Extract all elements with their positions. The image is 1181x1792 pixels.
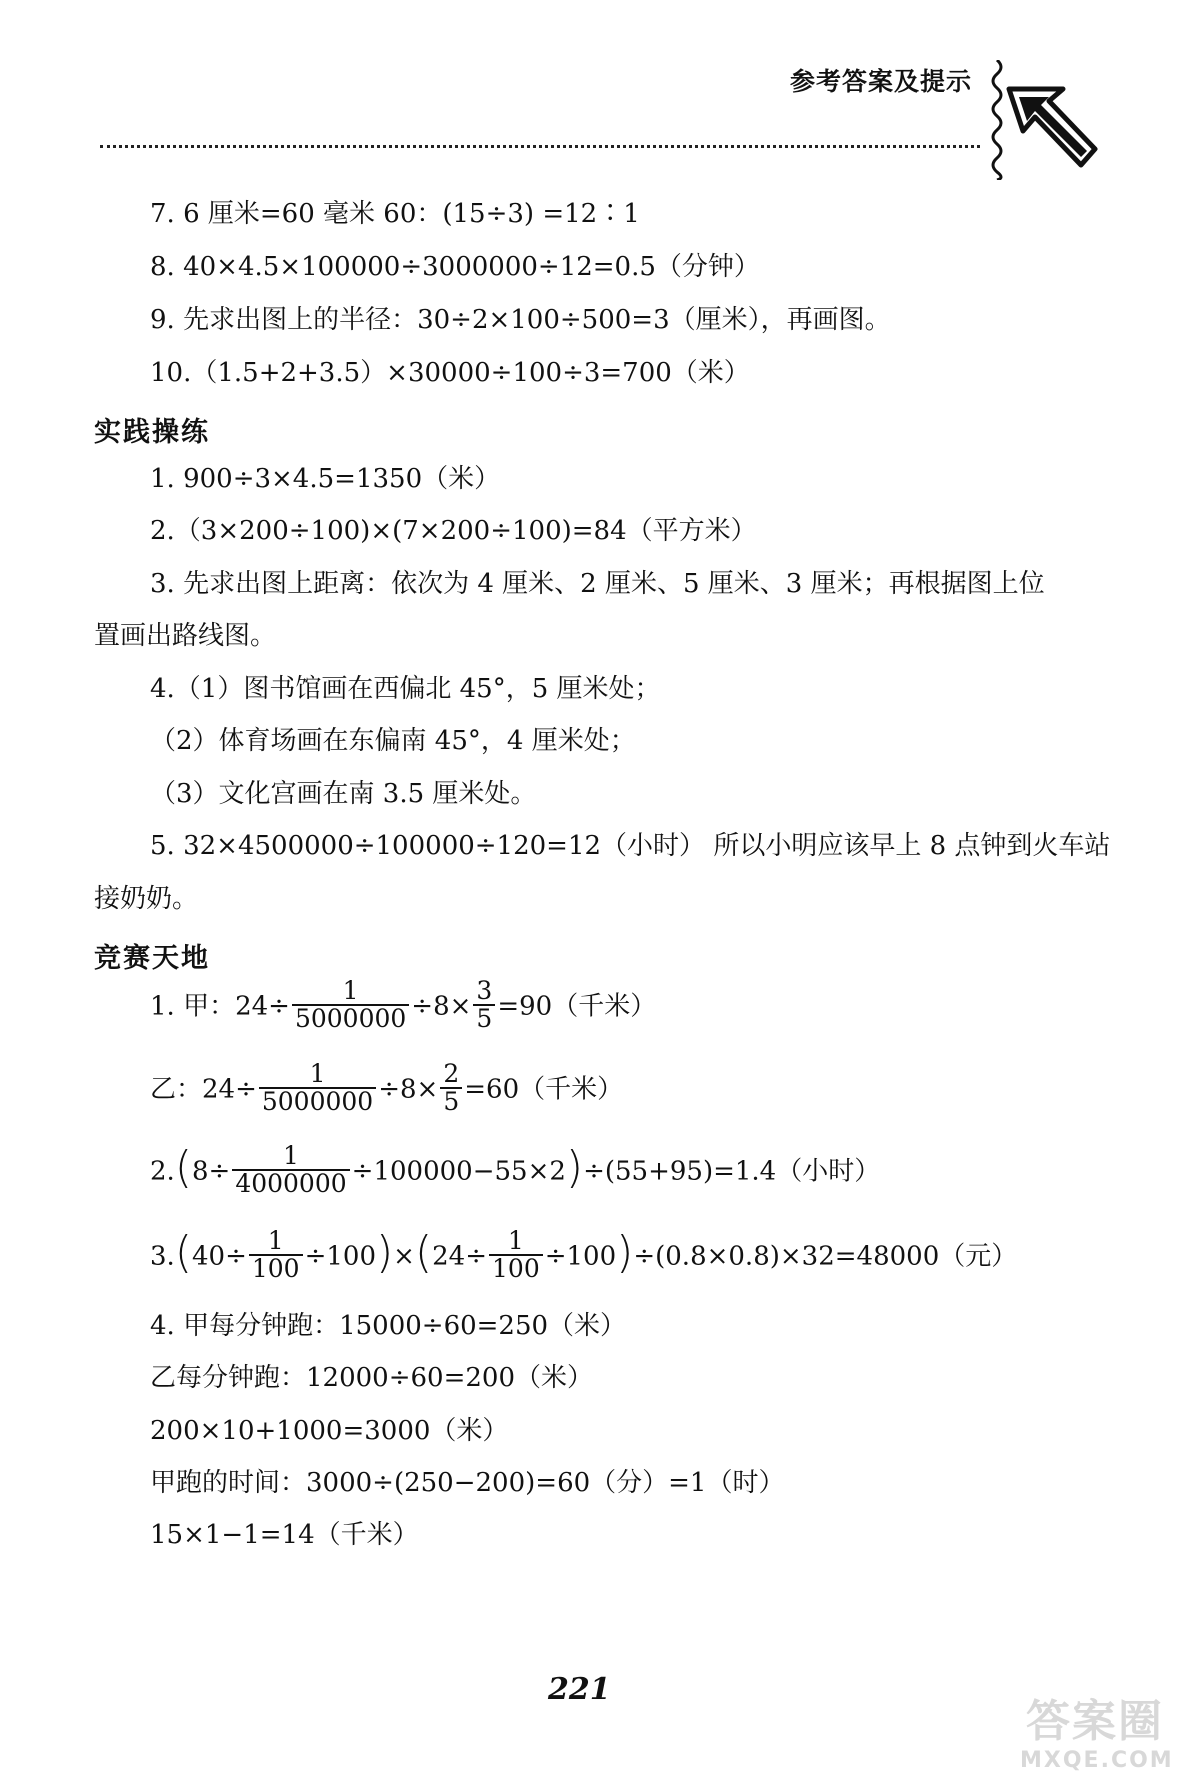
- fraction: $\frac{1}{5000000}$: [259, 1061, 376, 1116]
- watermark-logo: 答案圈 MXQE.COM: [1020, 1696, 1174, 1773]
- answer-line-9: 9. 先求出图上的半径：30÷2×100÷500=3（厘米），再画图。: [150, 305, 891, 335]
- practice-line: （2）体育场画在东偏南 45°，4 厘米处；: [150, 726, 636, 756]
- answer-line-10: 10.（1.5+2+3.5）×30000÷100÷3=700（米）: [150, 358, 750, 388]
- fraction: $\frac{1}{4000000}$: [232, 1143, 349, 1198]
- competition-line: 200×10+1000=3000（米）: [150, 1416, 509, 1446]
- competition-eq-3: 3.(40÷ $\frac{1}{100}$ ÷100)×(24÷ $\frac{1}{100}$ ÷100)÷(0.8×0.8)×32=48000（元）: [150, 1226, 1018, 1284]
- practice-line: 4.（1）图书馆画在西偏北 45°，5 厘米处；: [150, 674, 661, 704]
- practice-line: 置画出路线图。: [94, 621, 277, 651]
- fraction: $\frac{2}{5}$: [440, 1061, 462, 1116]
- competition-eq-1b: 乙：24÷ $\frac{1}{5000000}$ ÷8× $\frac{2}{5}$ =60（千米）: [150, 1059, 624, 1117]
- page-number: 221: [548, 1672, 611, 1707]
- squiggle-decoration: [987, 60, 1007, 180]
- practice-line: （3）文化宫画在南 3.5 厘米处。: [150, 779, 537, 809]
- practice-line: 1. 900÷3×4.5=1350（米）: [150, 464, 501, 494]
- fraction: $\frac{3}{5}$: [473, 978, 495, 1033]
- fraction: $\frac{1}{100}$: [249, 1228, 303, 1283]
- answer-line-8: 8. 40×4.5×100000÷3000000÷12=0.5（分钟）: [150, 252, 760, 282]
- practice-line: 3. 先求出图上距离：依次为 4 厘米、2 厘米、5 厘米、3 厘米；再根据图上位: [150, 569, 1045, 599]
- answer-line-7: 7. 6 厘米=60 毫米 60：(15÷3) =12∶1: [150, 199, 640, 229]
- practice-line: 2.（3×200÷100)×(7×200÷100)=84（平方米）: [150, 516, 757, 546]
- competition-eq-1: 1. 甲：24÷ $\frac{1}{5000000}$ ÷8× $\frac{3}{5}$ =90（千米）: [150, 976, 657, 1034]
- fraction: $\frac{1}{5000000}$: [292, 978, 409, 1033]
- section-title-practice: 实践操练: [94, 417, 210, 448]
- competition-line: 15×1−1=14（千米）: [150, 1520, 419, 1550]
- fraction: $\frac{1}{100}$: [489, 1228, 543, 1283]
- arrow-icon: [1005, 85, 1100, 170]
- competition-line: 4. 甲每分钟跑：15000÷60=250（米）: [150, 1311, 627, 1341]
- competition-line: 甲跑的时间：3000÷(250−200)=60（分）=1（时）: [150, 1468, 785, 1498]
- section-title-competition: 竞赛天地: [94, 943, 210, 974]
- competition-eq-2: 2.(8÷ $\frac{1}{4000000}$ ÷100000−55×2)÷(55+95)=1.4（小时）: [150, 1141, 881, 1199]
- header-title: 参考答案及提示: [790, 67, 973, 96]
- competition-line: 乙每分钟跑：12000÷60=200（米）: [150, 1363, 593, 1393]
- practice-line: 接奶奶。: [94, 884, 199, 914]
- practice-line: 5. 32×4500000÷100000÷120=12（小时） 所以小明应该早上 8 点钟到火车站: [150, 831, 1111, 861]
- header-divider: [100, 145, 980, 148]
